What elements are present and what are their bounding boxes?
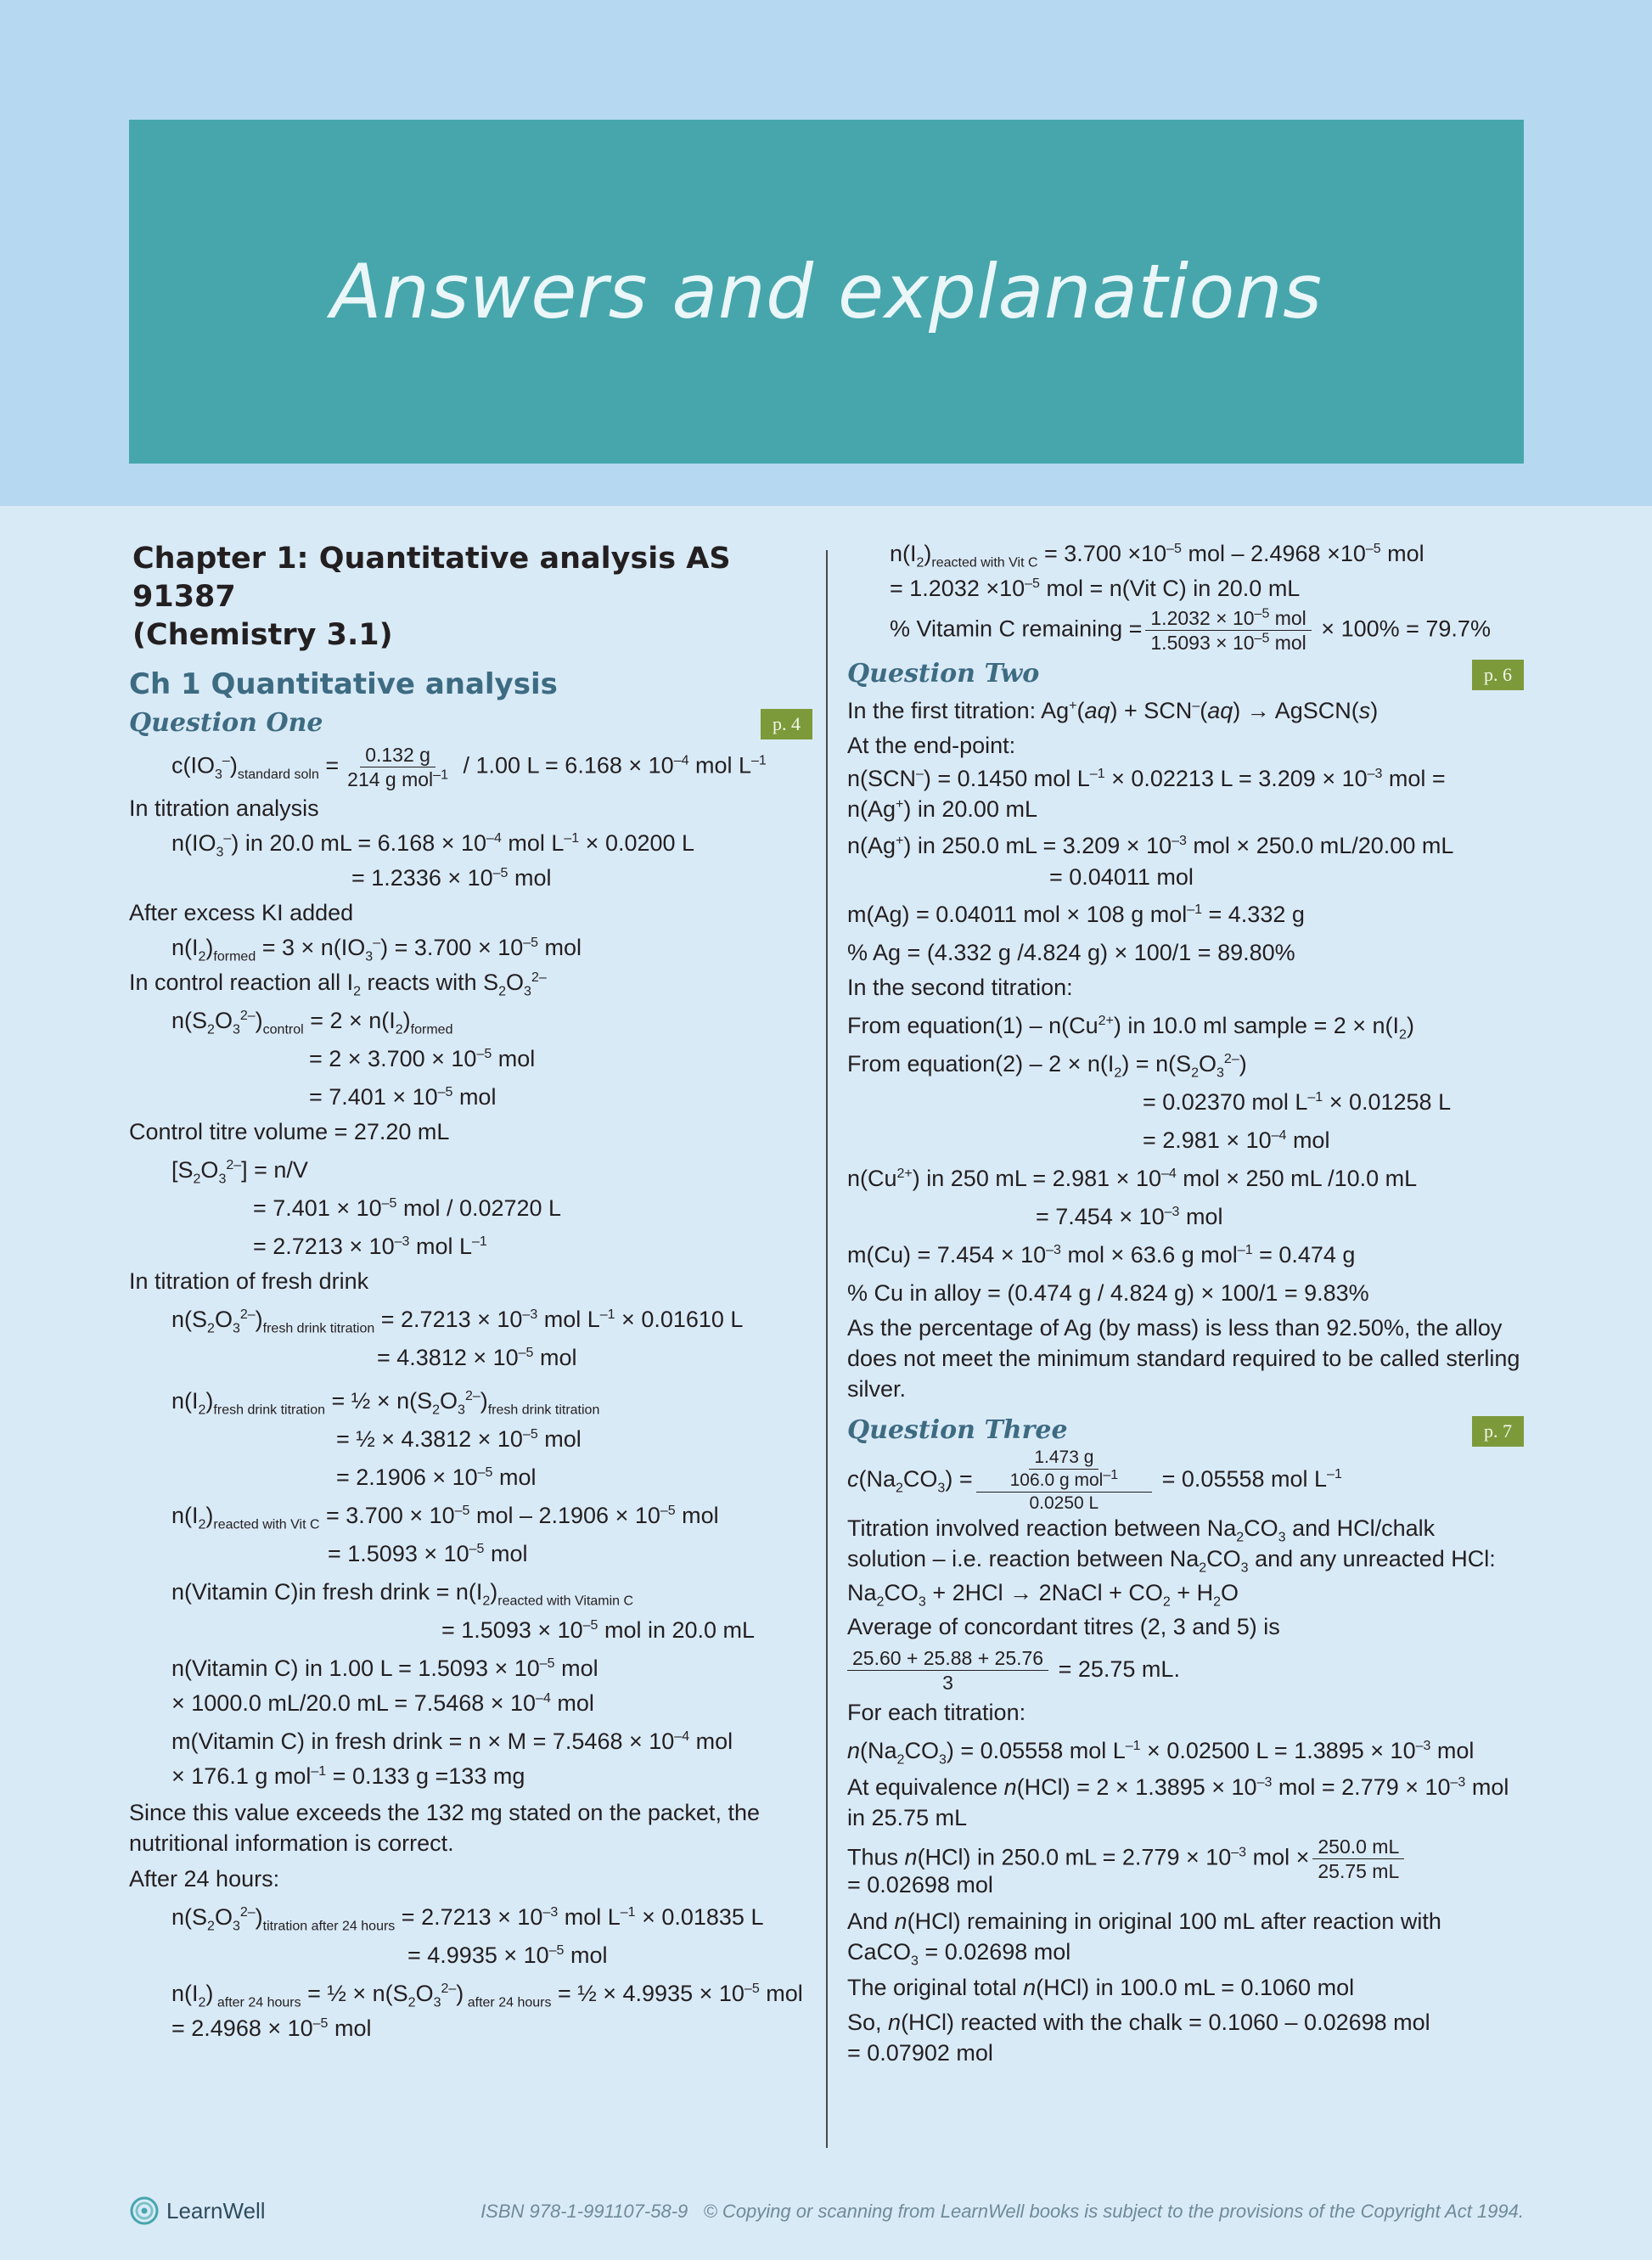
equation-line: = $7.401 \times 10^{-5}$ mol / 0.02720 L [253,1195,562,1221]
text-line: In the second titration: [847,975,1073,1000]
equation-line: = $7.401 \times 10^{-5}$ mol [309,1084,497,1110]
footer [129,2195,1524,2229]
equation-line: $n(Na_2CO_3) = 0.05558$ mol $L^{-1} \times 0.02500$ $L = 1.3895 \times 10^{-3}$ mol [847,1738,1475,1768]
page-title: Answers and explanations [330,248,1323,335]
text-line: After excess KI added [129,900,354,925]
equation-line: The original total n(HCl) in 100.0 mL = 0.1060 mol [847,1975,1355,2000]
equation-line: $Na_2CO_3 + 2HCl$ → 2NaCl + $CO_2 + H_2O$ [847,1580,1239,1610]
equation-line: = ½ × $4.3812 \times 10^{-5}$ mol [336,1426,582,1452]
logo-text: LearnWell [166,2197,266,2223]
equation-line: % Vitamin C remaining = $\frac{1.2032 \times 10^{-5} mol}{1.5093 \times 10^{-5} mol}$ × 100% = 79.7% [890,606,1491,654]
equation-line: n(Vitamin C)in fresh drink = $n(I_2)_{reacted with Vitamin C}$ [171,1579,634,1609]
fraction: $\frac{0.132 g}{214 g mol^{-1}}$ [347,744,448,790]
equation-line: $c(IO_3^-)_{standard soln}$ = $\frac{0.132 g}{214 g mol^{-1}}$ / 1.00 $L = 6.168 \times 10^{-4}$ mol $L^{-1}$ [171,744,767,790]
paragraph: Since this value exceeds the 132 mg stated on the packet, the nutritional information is correct. [129,1800,760,1856]
chapter-title: Chapter 1: Quantitative analysis AS 91387 (Chemistry 3.1) [132,542,731,652]
column-divider [826,550,828,2148]
text-line: After 24 hours: [129,1866,280,1892]
fraction: $\frac{250.0 mL}{25.75 mL}$ [1312,1835,1404,1883]
equation-line: = $2.981 \times 10^{-4}$ mol [1143,1127,1330,1153]
equation-line: $m(Cu) = 7.454 \times 10^{-3}$ mol × 63.6 g mol$^{-1}$ = 0.474 g [847,1242,1356,1268]
equation-line: n(Ag+) in 20.00 mL [847,796,1037,822]
question-title: Question Three [847,1415,1068,1445]
right-column [847,537,1524,2068]
text-line: Average of concordant titres (2, 3 and 5) is [847,1614,1280,1639]
equation-line: In the first titration: Ag+(aq) + SCN–(aq) → AgSCN(s) [847,698,1379,723]
paragraph: As the percentage of Ag (by mass) is less than 92.50%, the alloy does not meet the minimum standard required to be called sterling silver. [847,1315,1520,1402]
equation-line: Thus n(HCl) in 250.0 mL = $2.779 \times 10^{-3}$ mol × $\frac{250.0 mL}{25.75 mL}$ [847,1835,1524,1879]
equation-line: = 0.07902 mol [847,2040,993,2066]
question-one-heading [129,704,812,743]
question-title: Question One [129,708,323,738]
fraction: 1.473 g 106.0 g mol$^{-1}$ 0.0250 L [976,1447,1153,1515]
fraction: $\frac{1.2032 \times 10^{-5} mol}{1.5093 \times 10^{-5} mol}$ [1145,606,1311,655]
equation-line: $n(I_2)_{fresh drink titration}$ = ½ × $n(S_2O_3^{2-})_{fresh drink titration}$ [171,1388,600,1418]
equation-line: So, n(HCl) reacted with the chalk = 0.1060 – 0.02698 mol [847,2010,1430,2035]
equation-line: n(Ag+) in 250.0 mL = $3.209 \times 10^{-3}$ mol × 250.0 mL/20.00 mL [847,833,1454,858]
learnwell-logo [129,2195,266,2226]
footer-text [480,2201,1524,2223]
equation-line: $[S_2O_3^{2-}] = n/V$ [171,1157,308,1187]
equation-line: $n(I_2)_{reacted with Vit C} = 3.700 \times 10^{-5}$ mol – $2.4968 \times 10^{-5}$ mol [890,541,1424,571]
text-line: For each titration: [847,1700,1026,1725]
equation-line: Titration involved reaction between $Na_2CO_3$ and HCl/chalk [847,1515,1436,1545]
equation-line: $n(S_2O_3^{2-})_{control} = 2 \times n(I_2)_{formed}$ [171,1008,453,1037]
equation-line: = $1.2336 \times 10^{-5}$ mol [351,865,552,891]
equation-line: $n(I_2)_{reacted with Vit C} = 3.700 \times 10^{-5}$ mol – $2.1906 \times 10^{-5}$ mol [171,1503,719,1532]
equation-line: × 1000.0 mL/20.0 mL = $7.5468 \times 10^{-4}$ mol [171,1690,594,1716]
equation-line: % Ag = (4.332 g /4.824 g) × 100/1 = 89.80% [847,940,1295,965]
equation-line: = $1.5093 \times 10^{-5}$ mol [328,1541,528,1566]
equation-line: = $2.4968 \times 10^{-5}$ mol [171,2015,372,2041]
equation-line: $\frac{25.60 + 25.88 + 25.76}{3}$ = 25.75 mL. [847,1643,1524,1695]
equation-line: = 0.04011 mol [1049,864,1194,890]
equation-line: n(SCN–) = 0.1450 mol $L^{-1} \times 0.02213$ $L = 3.209 \times 10^{-3}$ mol = [847,766,1446,791]
equation-line: $n(IO_3^-)$ in 20.0 mL = $6.168 \times 10^{-4}$ mol $L^{-1} \times 0.0200$ L [171,830,695,860]
equation-line: = $4.9935 \times 10^{-5}$ mol [407,1942,608,1968]
equation-line: At equivalence $n(HCl) = 2 \times 1.3895 \times 10^{-3}$ mol = $2.779 \times 10^{-3}$ mol [847,1774,1509,1800]
equation-line: % Cu in alloy = (0.474 g / 4.824 g) × 100/1 = 9.83% [847,1280,1369,1306]
equation-line: = $7.454 \times 10^{-3}$ mol [1036,1204,1223,1229]
page-badge: p. 7 [1472,1416,1524,1447]
equation-line: = $1.5093 \times 10^{-5}$ mol in 20.0 mL [441,1617,756,1643]
equation-line: = $2 \times 3.700 \times 10^{-5}$ mol [309,1046,536,1071]
equation-line: $n(S_2O_3^{2-})_{fresh drink titration} = 2.7213 \times 10^{-3}$ mol $L^{-1} \times 0.01610$ L [171,1307,744,1336]
equation-line: And n(HCl) remaining in original 100 mL after reaction with [847,1909,1441,1934]
equation-line: $n(Cu^{2+})$ in 250 mL = $2.981 \times 10^{-4}$ mol × 250 mL /10.0 mL [847,1166,1418,1191]
text-line: In control reaction all $I_2$ reacts with $S_2O_3^{2-}$ [129,970,547,999]
equation-line: $n(I_2)_{formed} = 3 \times n(IO_3^-) = 3.700 \times 10^{-5}$ mol [171,935,582,964]
copyright: © Copying or scanning from LearnWell books is subject to the provisions of the Copyright Act 1994. [703,2201,1524,2222]
text-line: At the end-point: [847,733,1016,758]
equation-line: = $4.3812 \times 10^{-5}$ mol [377,1345,577,1370]
text-line: in 25.75 mL [847,1805,968,1830]
title-banner [129,120,1524,464]
equation-line: = 0.02370 mol $L^{-1} \times 0.01258$ L [1143,1089,1452,1115]
equation-line: $n(S_2O_3^{2-})_{titration after 24 hours} = 2.7213 \times 10^{-3}$ mol $L^{-1} \times 0.01835$ L [171,1904,764,1934]
equation-line: = $2.1906 \times 10^{-5}$ mol [336,1465,537,1490]
section-title: Ch 1 Quantitative analysis [129,667,558,701]
fraction: $\frac{25.60 + 25.88 + 25.76}{3}$ [847,1646,1048,1695]
isbn: ISBN 978-1-991107-58-9 [480,2201,688,2222]
text-line: In titration analysis [129,795,319,821]
left-column [129,537,812,2046]
page-badge: p. 4 [761,709,812,739]
equation-line: $n(I_2) _{after 24 hours}$ = ½ × $n(S_2O_3^{2-}) _{after 24 hours}$ = ½ × $4.9935 \times 10^{-5}$ mol [171,1981,803,2010]
equation-line: m(Vitamin C) in fresh drink = $n \times M = 7.5468 \times 10^{-4}$ mol [171,1729,733,1754]
text-line: In titration of fresh drink [129,1268,369,1294]
equation-line: = 0.02698 mol [847,1872,993,1897]
equation-line: CaCO$_3$ = 0.02698 mol [847,1939,1071,1969]
equation-line: m(Ag) = 0.04011 mol × 108 g mol$^{-1}$ = 4.332 g [847,902,1305,927]
page-badge: p. 6 [1472,660,1524,690]
equation-line: = $2.7213 \times 10^{-3}$ mol $L^{-1}$ [253,1234,487,1259]
equation-line: $c(Na_2CO_3)$ = 1.473 g 106.0 g mol$^{-1}$ 0.0250 L = 0.05558 mol $L^{-1}$ [847,1447,1342,1513]
question-three-heading [847,1411,1524,1450]
equation-line: × 176.1 g mol$^{-1}$ = 0.133 g =133 mg [171,1763,525,1789]
text-line: Control titre volume = 27.20 mL [129,1119,450,1144]
question-two-heading [847,655,1524,694]
swirl-icon [129,2195,160,2226]
equation-line: From equation(2) – $2 \times n(I_2) = n(S_2O_3^{2-})$ [847,1051,1247,1081]
equation-line: solution – i.e. reaction between $Na_2CO_3$ and any unreacted HCl: [847,1546,1496,1576]
equation-line: = $1.2032 \times 10^{-5}$ mol = n(Vit C) in 20.0 mL [890,576,1301,601]
equation-line: From equation(1) – $n(Cu^{2+})$ in 10.0 ml sample = $2 \times n(I_2)$ [847,1013,1414,1043]
question-title: Question Two [847,659,1040,689]
equation-line: n(Vitamin C) in 1.00 $L = 1.5093 \times 10^{-5}$ mol [171,1656,598,1681]
